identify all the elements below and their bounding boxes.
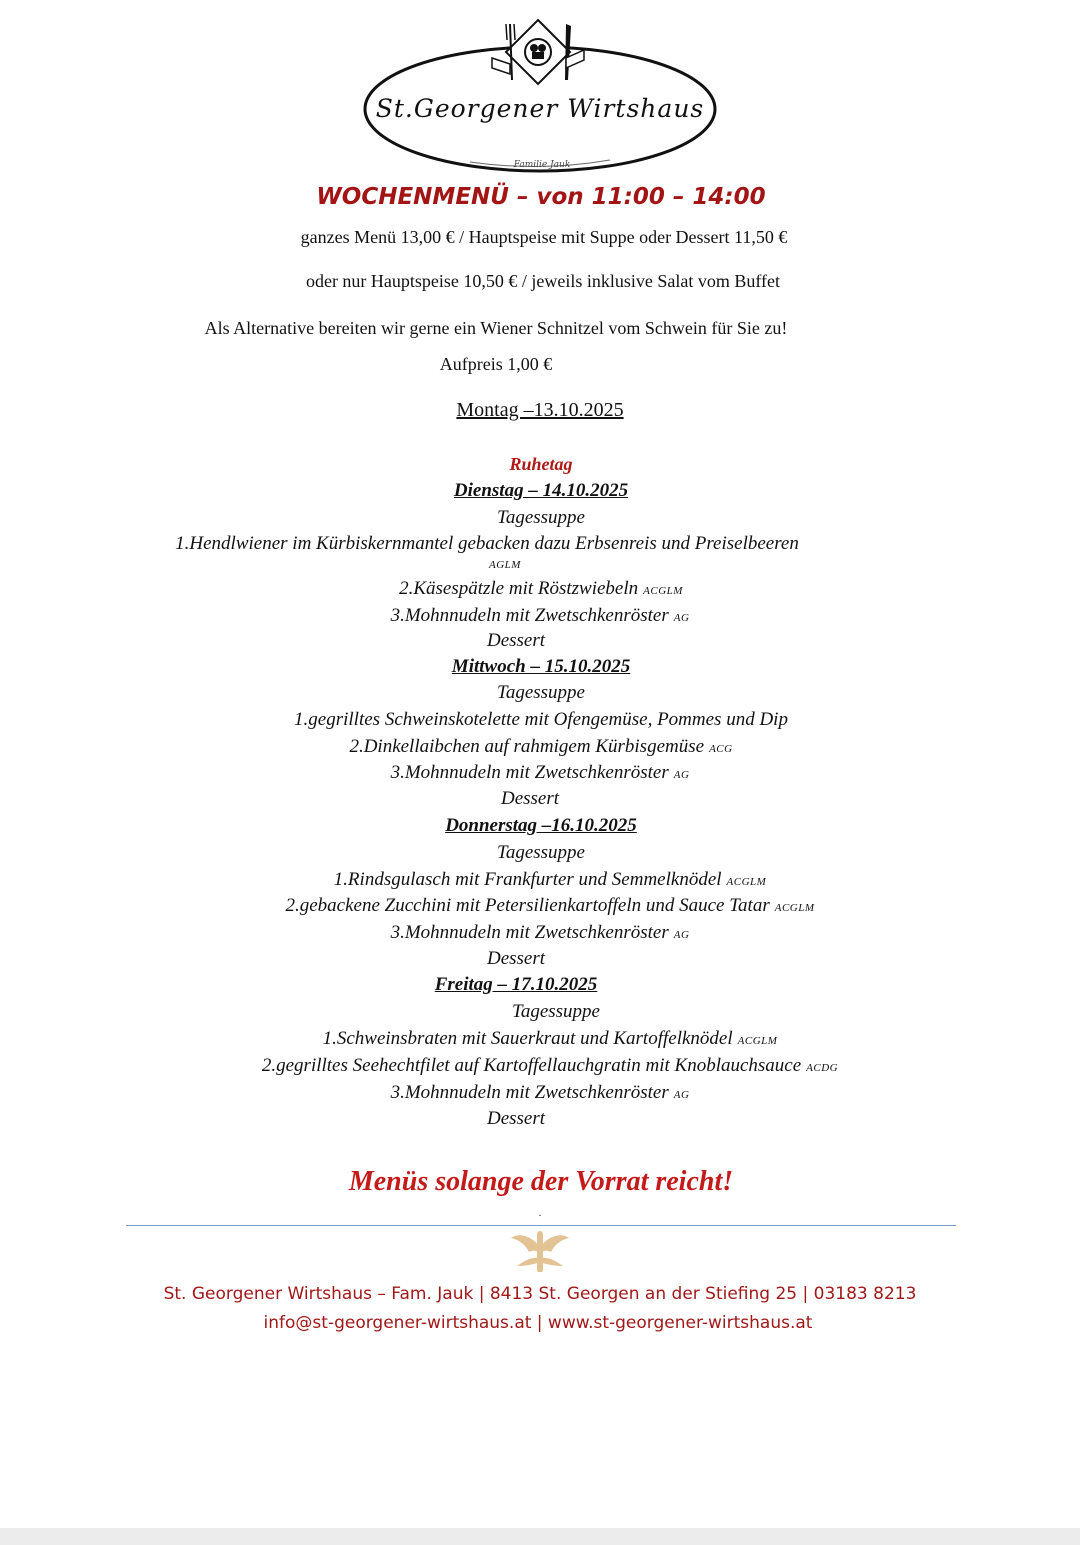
closed-day-note: Ruhetag	[509, 454, 573, 474]
soup-wednesday: Tagessuppe	[497, 682, 585, 703]
price-line-1: ganzes Menü 13,00 € / Hauptspeise mit Suppe oder Dessert 11,50 €	[300, 227, 788, 247]
price-line-2: oder nur Hauptspeise 10,50 € / jeweils inklusive Salat vom Buffet	[305, 271, 781, 291]
dish-name: 3.Mohnnudeln mit Zwetschkenröster	[390, 762, 669, 783]
dish-friday-1	[323, 1028, 778, 1050]
dish-name: 3.Mohnnudeln mit Zwetschkenröster	[390, 1082, 669, 1103]
day-date-friday: Freitag – 17.10.2025	[434, 974, 598, 995]
allergens: AG	[673, 612, 690, 624]
footer-contact: info@st-georgener-wirtshaus.at | www.st-georgener-wirtshaus.at	[263, 1313, 813, 1333]
allergens: ACDG	[806, 1062, 839, 1074]
dish-name: 1.Rindsgulasch mit Frankfurter und Semmelknödel	[333, 869, 722, 890]
dish-name: 1.gegrilltes Schweinskotelette mit Ofengemüse, Pommes und Dip	[294, 709, 788, 730]
day-date-monday: Montag –13.10.2025	[456, 399, 624, 421]
surcharge-text: Aufpreis 1,00 €	[439, 354, 553, 374]
day-date-tuesday: Dienstag – 14.10.2025	[453, 480, 629, 501]
dish-name: 1.Hendlwiener im Kürbiskernmantel gebacken dazu Erbsenreis und Preiselbeeren	[175, 533, 799, 554]
footer-address: St. Georgener Wirtshaus – Fam. Jauk | 8413 St. Georgen an der Stiefing 25 | 03183 8213	[163, 1284, 917, 1304]
closing-note: Menüs solange der Vorrat reicht!	[348, 1166, 734, 1197]
logo-title: St.Georgener Wirtshaus	[375, 94, 705, 123]
allergens: AG	[673, 769, 690, 781]
allergens: ACGLM	[726, 876, 767, 888]
allergens: AG	[673, 1089, 690, 1101]
allergens: ACGLM	[737, 1035, 778, 1047]
separator-dot: .	[538, 1208, 542, 1219]
dish-thursday-3	[391, 922, 690, 944]
allergens: AG	[673, 929, 690, 941]
dish-wednesday-3	[391, 762, 690, 784]
dessert-tuesday: Dessert	[486, 630, 546, 651]
alternative-text: Als Alternative bereiten wir gerne ein Wiener Schnitzel vom Schwein für Sie zu!	[204, 318, 788, 338]
dish-name: 2.Dinkellaibchen auf rahmigem Kürbisgemüse	[349, 736, 705, 757]
fleur-ornament-icon	[505, 1228, 575, 1272]
dish-wednesday-2	[349, 736, 732, 758]
dish-name: 3.Mohnnudeln mit Zwetschkenröster	[390, 605, 669, 626]
dessert-friday: Dessert	[486, 1108, 546, 1129]
dish-thursday-2	[285, 895, 814, 917]
dessert-wednesday: Dessert	[500, 788, 560, 809]
dessert-thursday: Dessert	[486, 948, 546, 969]
dish-name: 2.Käsespätzle mit Röstzwiebeln	[399, 578, 639, 599]
dish-tuesday-1	[175, 533, 799, 555]
bottom-bar	[0, 1528, 1080, 1545]
soup-friday: Tagessuppe	[512, 1001, 600, 1022]
allergens: ACG	[709, 743, 733, 755]
dish-friday-3	[391, 1082, 690, 1104]
divider-line	[126, 1225, 956, 1226]
dish-name: 2.gebackene Zucchini mit Petersilienkartoffeln und Sauce Tatar	[285, 895, 770, 916]
dish-wednesday-1	[294, 709, 788, 731]
allergens-tuesday-1: AGLM	[489, 559, 521, 571]
dish-thursday-1	[334, 869, 767, 891]
soup-tuesday: Tagessuppe	[497, 507, 585, 528]
day-date-thursday: Donnerstag –16.10.2025	[445, 815, 637, 836]
dish-name: 3.Mohnnudeln mit Zwetschkenröster	[390, 922, 669, 943]
allergens: ACGLM	[643, 585, 683, 597]
restaurant-logo	[360, 14, 720, 180]
dish-tuesday-2	[399, 578, 683, 600]
dish-name: 2.gegrilltes Seehechtfilet auf Kartoffellauchgratin mit Knoblauchsauce	[261, 1055, 802, 1076]
dish-tuesday-3	[391, 605, 690, 627]
dish-friday-2	[262, 1055, 838, 1077]
soup-thursday: Tagessuppe	[497, 842, 585, 863]
logo-subtitle: Familie Jauk	[513, 160, 571, 170]
allergens: ACGLM	[774, 902, 815, 914]
day-date-wednesday: Mittwoch – 15.10.2025	[451, 656, 631, 677]
menu-headline: WOCHENMENÜ – von 11:00 – 14:00	[316, 184, 766, 210]
dish-name: 1.Schweinsbraten mit Sauerkraut und Kartoffelknödel	[322, 1028, 733, 1049]
